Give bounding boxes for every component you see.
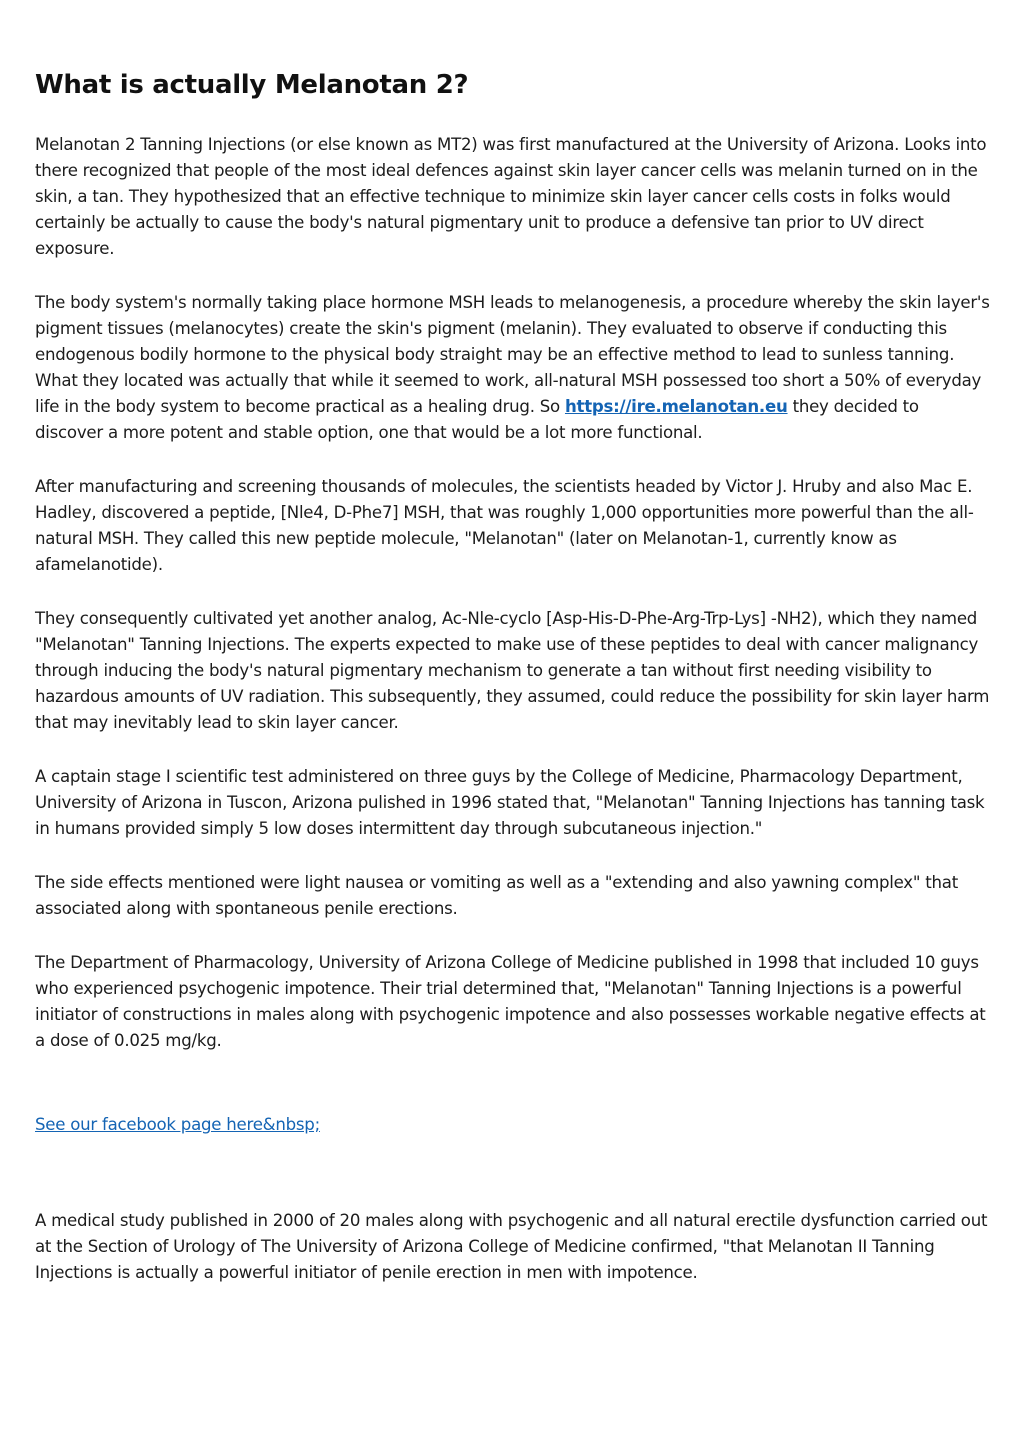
paragraph-2000-study: A medical study published in 2000 of 20 males along with psychogenic and all natural erectile dysfunction carried out at the Section of Urology of The University of Arizona College of Medicine confirmed, "that Melanotan II Tanning Injections is actually a powerful initiator of penile erection in men with impotence. <box>35 1211 988 1282</box>
paragraph-intro: Melanotan 2 Tanning Injections (or else known as MT2) was first manufactured at the University of Arizona. Looks into there recognized that people of the most ideal defences against skin layer cancer cells was melanin turned on in the skin, a tan. They hypothesized that an effective technique to minimize skin layer cancer cells costs in folks would certainly be actually to cause the body's natural pigmentary unit to produce a defensive tan prior to UV direct exposure. <box>35 135 987 258</box>
paragraph-1998-study: The Department of Pharmacology, University of Arizona College of Medicine published in 1998 that included 10 guys who experienced psychogenic impotence. Their trial determined that, "Melanotan" Tanning Injections is a powerful initiator of constructions in males along with psychogenic impotence and also possesses workable negative effects at a dose of 0.025 mg/kg. <box>35 953 986 1050</box>
paragraph-phase-one-trial: A captain stage I scientific test administered on three guys by the College of Medicine, Pharmacology Department, University of Arizona in Tuscon, Arizona pulished in 1996 stated that, "Melanotan" Tanning Injections has tanning task in humans provided simply 5 low doses intermittent day through subcutaneous injection." <box>35 767 985 838</box>
melanotan-site-link[interactable]: https://ire.melanotan.eu <box>564 397 788 416</box>
paragraph-msh-after: they decided to discover a more potent and stable option, one that would be a lot more functional. <box>35 397 919 442</box>
facebook-page-link[interactable]: See our facebook page here&nbsp; <box>35 1115 320 1134</box>
paragraph-discovery: After manufacturing and screening thousands of molecules, the scientists headed by Victor J. Hruby and also Mac E. Hadley, discovered a peptide, [Nle4, D-Phe7] MSH, that was roughly 1,000 opportunities more powerful than the all-natural MSH. They called this new peptide molecule, "Melanotan" (later on Melanotan-1, currently know as afamelanotide). <box>35 477 974 574</box>
paragraph-msh <box>35 290 990 446</box>
page-title: What is actually Melanotan 2? <box>35 70 469 100</box>
paragraph-analog: They consequently cultivated yet another analog, Ac-Nle-cyclo [Asp-His-D-Phe-Arg-Trp-Lys] -NH2), which they named "Melanotan" Tanning Injections. The experts expected to make use of these peptides to deal with cancer malignancy through inducing the body's natural pigmentary mechanism to generate a tan without first needing visibility to hazardous amounts of UV radiation. This subsequently, they assumed, could reduce the possibility for skin layer harm that may inevitably lead to skin layer cancer. <box>35 609 990 732</box>
paragraph-side-effects: The side effects mentioned were light nausea or vomiting as well as a "extending and also yawning complex" that associated along with spontaneous penile erections. <box>35 873 958 918</box>
paragraph-msh-before: The body system's normally taking place hormone MSH leads to melanogenesis, a procedure whereby the skin layer's pigment tissues (melanocytes) create the skin's pigment (melanin). They evaluated to observe if conducting this endogenous bodily hormone to the physical body straight may be an effective method to lead to sunless tanning. What they located was actually that while it seemed to work, all-natural MSH possessed too short a 50% of everyday life in the body system to become practical as a healing drug. So <box>35 293 990 416</box>
